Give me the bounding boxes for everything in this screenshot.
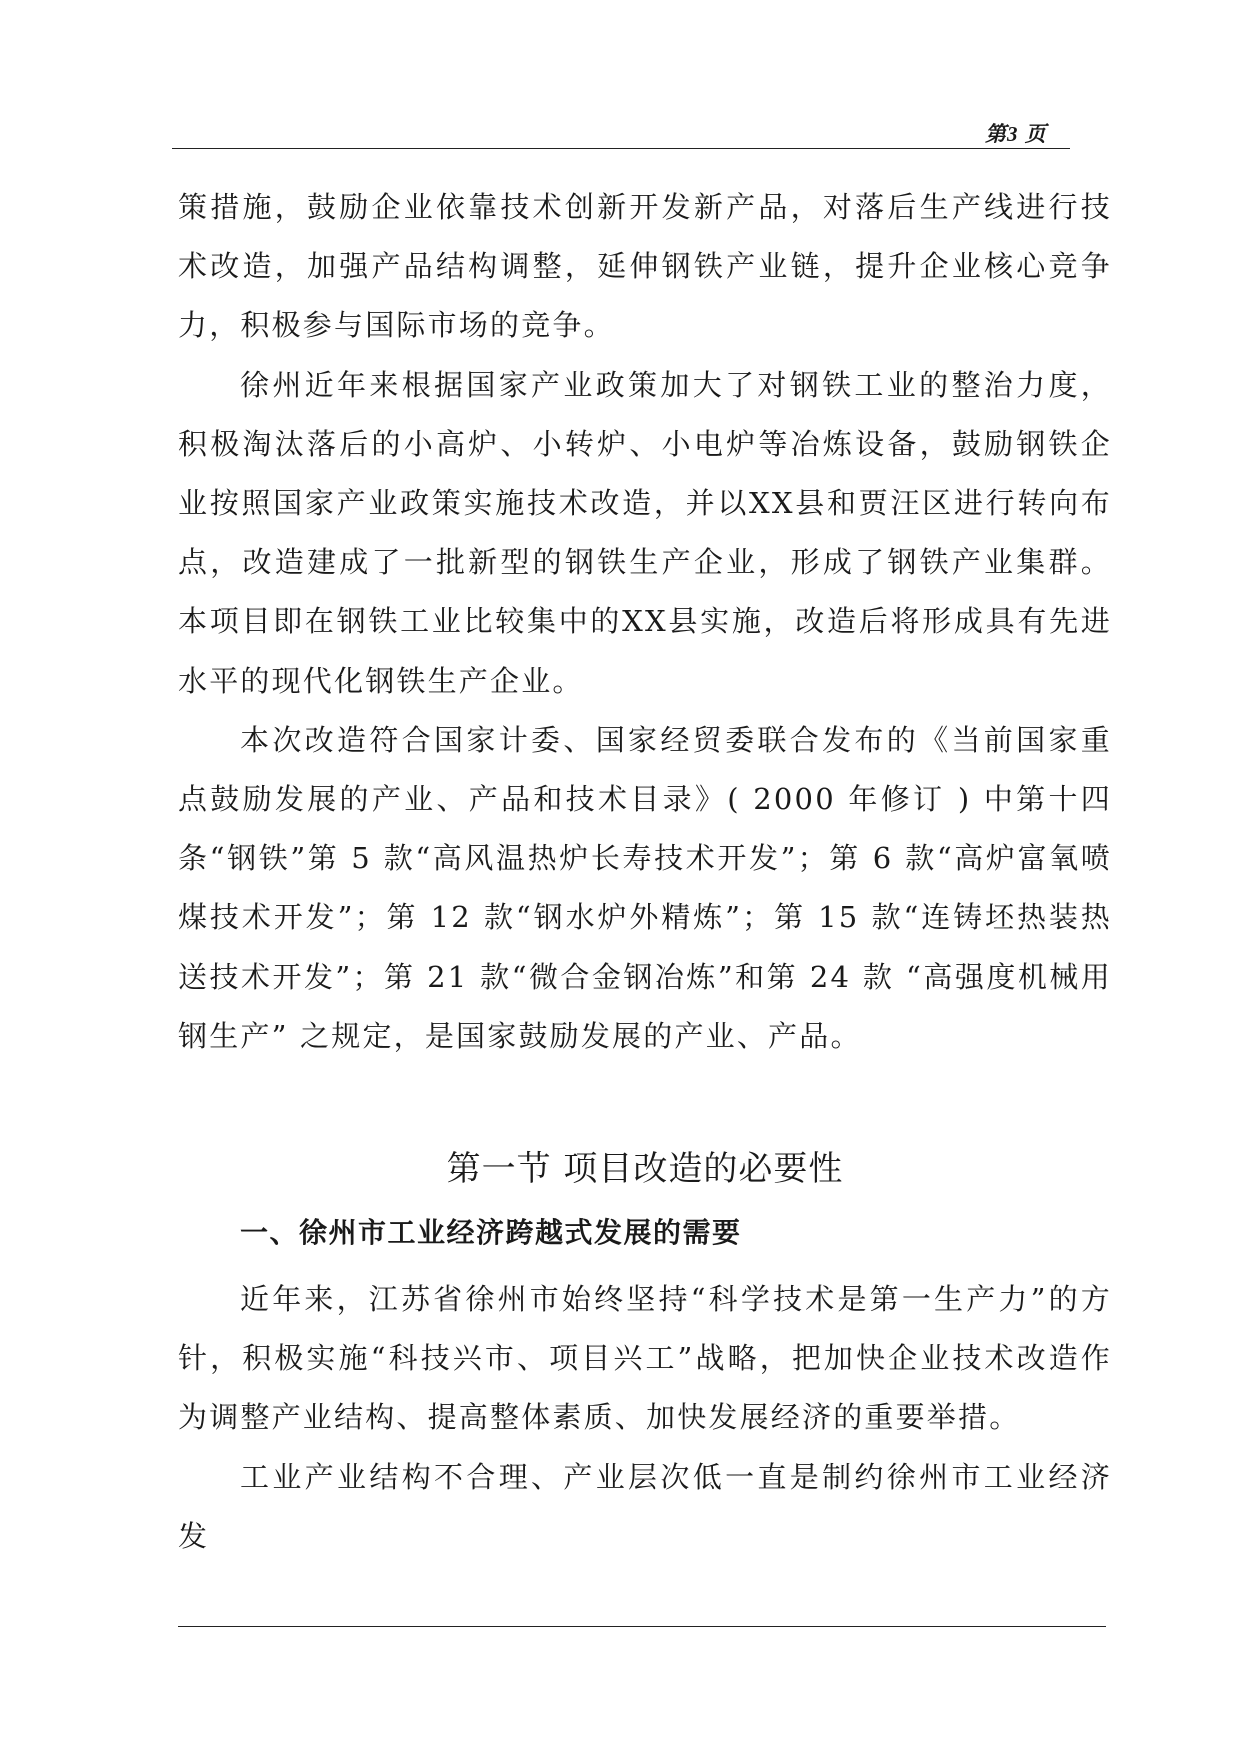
- paragraph: 徐州近年来根据国家产业政策加大了对钢铁工业的整治力度，积极淘汰落后的小高炉、小转炉、小电炉等冶炼设备，鼓励钢铁企业按照国家产业政策实施技术改造，并以XX县和贾汪区进行转向布点，改造建成了一批新型的钢铁生产企业，形成了钢铁产业集群。本项目即在钢铁工业比较集中的XX县实施，改造后将形成具有先进水平的现代化钢铁生产企业。: [178, 367, 1112, 698]
- footer-rule: [178, 1626, 1106, 1627]
- paragraph-continued: 策措施，鼓励企业依靠技术创新开发新产品，对落后生产线进行技术改造，加强产品结构调整，延伸钢铁产业链，提升企业核心竞争力，积极参与国际市场的竞争。: [178, 190, 1112, 343]
- section-title: 第一节 项目改造的必要性: [446, 1149, 844, 1190]
- paragraph-truncated: 工业产业结构不合理、产业层次低一直是制约徐州市工业经济发: [178, 1459, 1112, 1553]
- paragraph: 本次改造符合国家计委、国家经贸委联合发布的《当前国家重点鼓励发展的产业、产品和技术目录》( 2000 年修订 ) 中第十四条“钢铁”第 5 款“高风温热炉长寿技术开发”；第 6 款“高炉富氧喷煤技术开发”；第 12 款“钢水炉外精炼”；第 15 款“连铸坯热装热送技术开发”；第 21 款“微合金钢冶炼”和第 24 款 “高强度机械用钢生产” 之规定，是国家鼓励发展的产业、产品。: [178, 722, 1112, 1053]
- page-number: 第3 页: [985, 122, 1047, 146]
- document-body: [178, 178, 1112, 1566]
- paragraph: 近年来，江苏省徐州市始终坚持“科学技术是第一生产力”的方针，积极实施“科技兴市、项目兴工”战略，把加快企业技术改造作为调整产业结构、提高整体素质、加快发展经济的重要举措。: [178, 1282, 1112, 1435]
- subsection-title: 一、徐州市工业经济跨越式发展的需要: [240, 1216, 742, 1250]
- header-rule: [172, 148, 1070, 149]
